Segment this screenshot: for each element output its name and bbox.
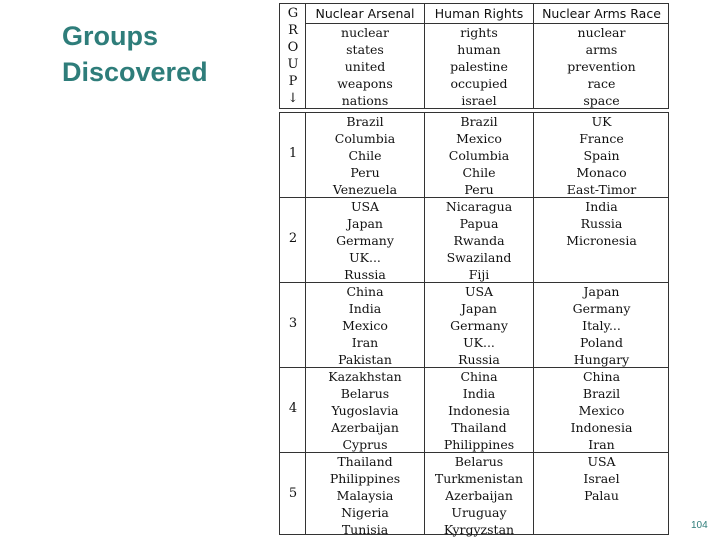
groups-table (279, 3, 669, 535)
keywords-nuclear-arsenal: nuclear states united weapons nations (337, 25, 393, 108)
group-5-human-rights-cell: Belarus Turkmenistan Azerbaijan Uruguay Kyrgyzstan (434, 454, 524, 537)
group-1-nuclear-arms-race-cell: UK France Spain Monaco East-Timor (566, 114, 637, 197)
group-5-nuclear-arms-race-cell: USA Israel Palau (583, 454, 620, 503)
group-number: 5 (288, 486, 298, 501)
table-header-block (279, 3, 669, 109)
keywords-human-rights: rights human palestine occupied israel (450, 25, 508, 108)
group-letter: ↓ (287, 91, 299, 106)
slide-title: Groups Discovered (62, 21, 208, 87)
group-3-human-rights-cell: USA Japan Germany UK... Russia (450, 284, 508, 367)
group-letter: U (287, 57, 299, 72)
keywords-nuclear-arms-race: nuclear arms prevention race space (567, 25, 636, 108)
group-4-nuclear-arsenal-cell: Kazakhstan Belarus Yugoslavia Azerbaijan Cyprus (328, 369, 402, 452)
group-2-nuclear-arsenal-cell: USA Japan Germany UK... Russia (336, 199, 394, 282)
table-body-block (279, 112, 669, 535)
group-number: 3 (288, 316, 298, 331)
column-header-nuclear-arms-race: Nuclear Arms Race (542, 6, 661, 21)
group-3-nuclear-arsenal-cell: China India Mexico Iran Pakistan (338, 284, 392, 367)
column-header-human-rights: Human Rights (434, 6, 524, 21)
group-2-nuclear-arms-race-cell: India Russia Micronesia (566, 199, 637, 248)
group-letter: R (288, 23, 298, 38)
group-1-nuclear-arsenal-cell: Brazil Columbia Chile Peru Venezuela (332, 114, 398, 197)
page-number: 104 (691, 520, 708, 531)
group-letter: G (287, 6, 299, 21)
group-letter: O (287, 40, 299, 55)
group-4-human-rights-cell: China India Indonesia Thailand Philippines (443, 369, 515, 452)
group-header-letters (280, 5, 306, 107)
group-1-human-rights-cell: Brazil Mexico Columbia Chile Peru (448, 114, 510, 197)
group-2-human-rights-cell: Nicaragua Papua Rwanda Swaziland Fiji (445, 199, 513, 282)
group-number: 1 (288, 146, 298, 161)
group-number: 2 (288, 231, 298, 246)
group-5-nuclear-arsenal-cell: Thailand Philippines Malaysia Nigeria Tunisia (329, 454, 401, 537)
column-header-nuclear-arsenal: Nuclear Arsenal (315, 6, 415, 21)
group-3-nuclear-arms-race-cell: Japan Germany Italy... Poland Hungary (572, 284, 631, 367)
group-letter: P (288, 74, 298, 89)
group-number: 4 (288, 401, 298, 416)
group-4-nuclear-arms-race-cell: China Brazil Mexico Indonesia Iran (570, 369, 633, 452)
